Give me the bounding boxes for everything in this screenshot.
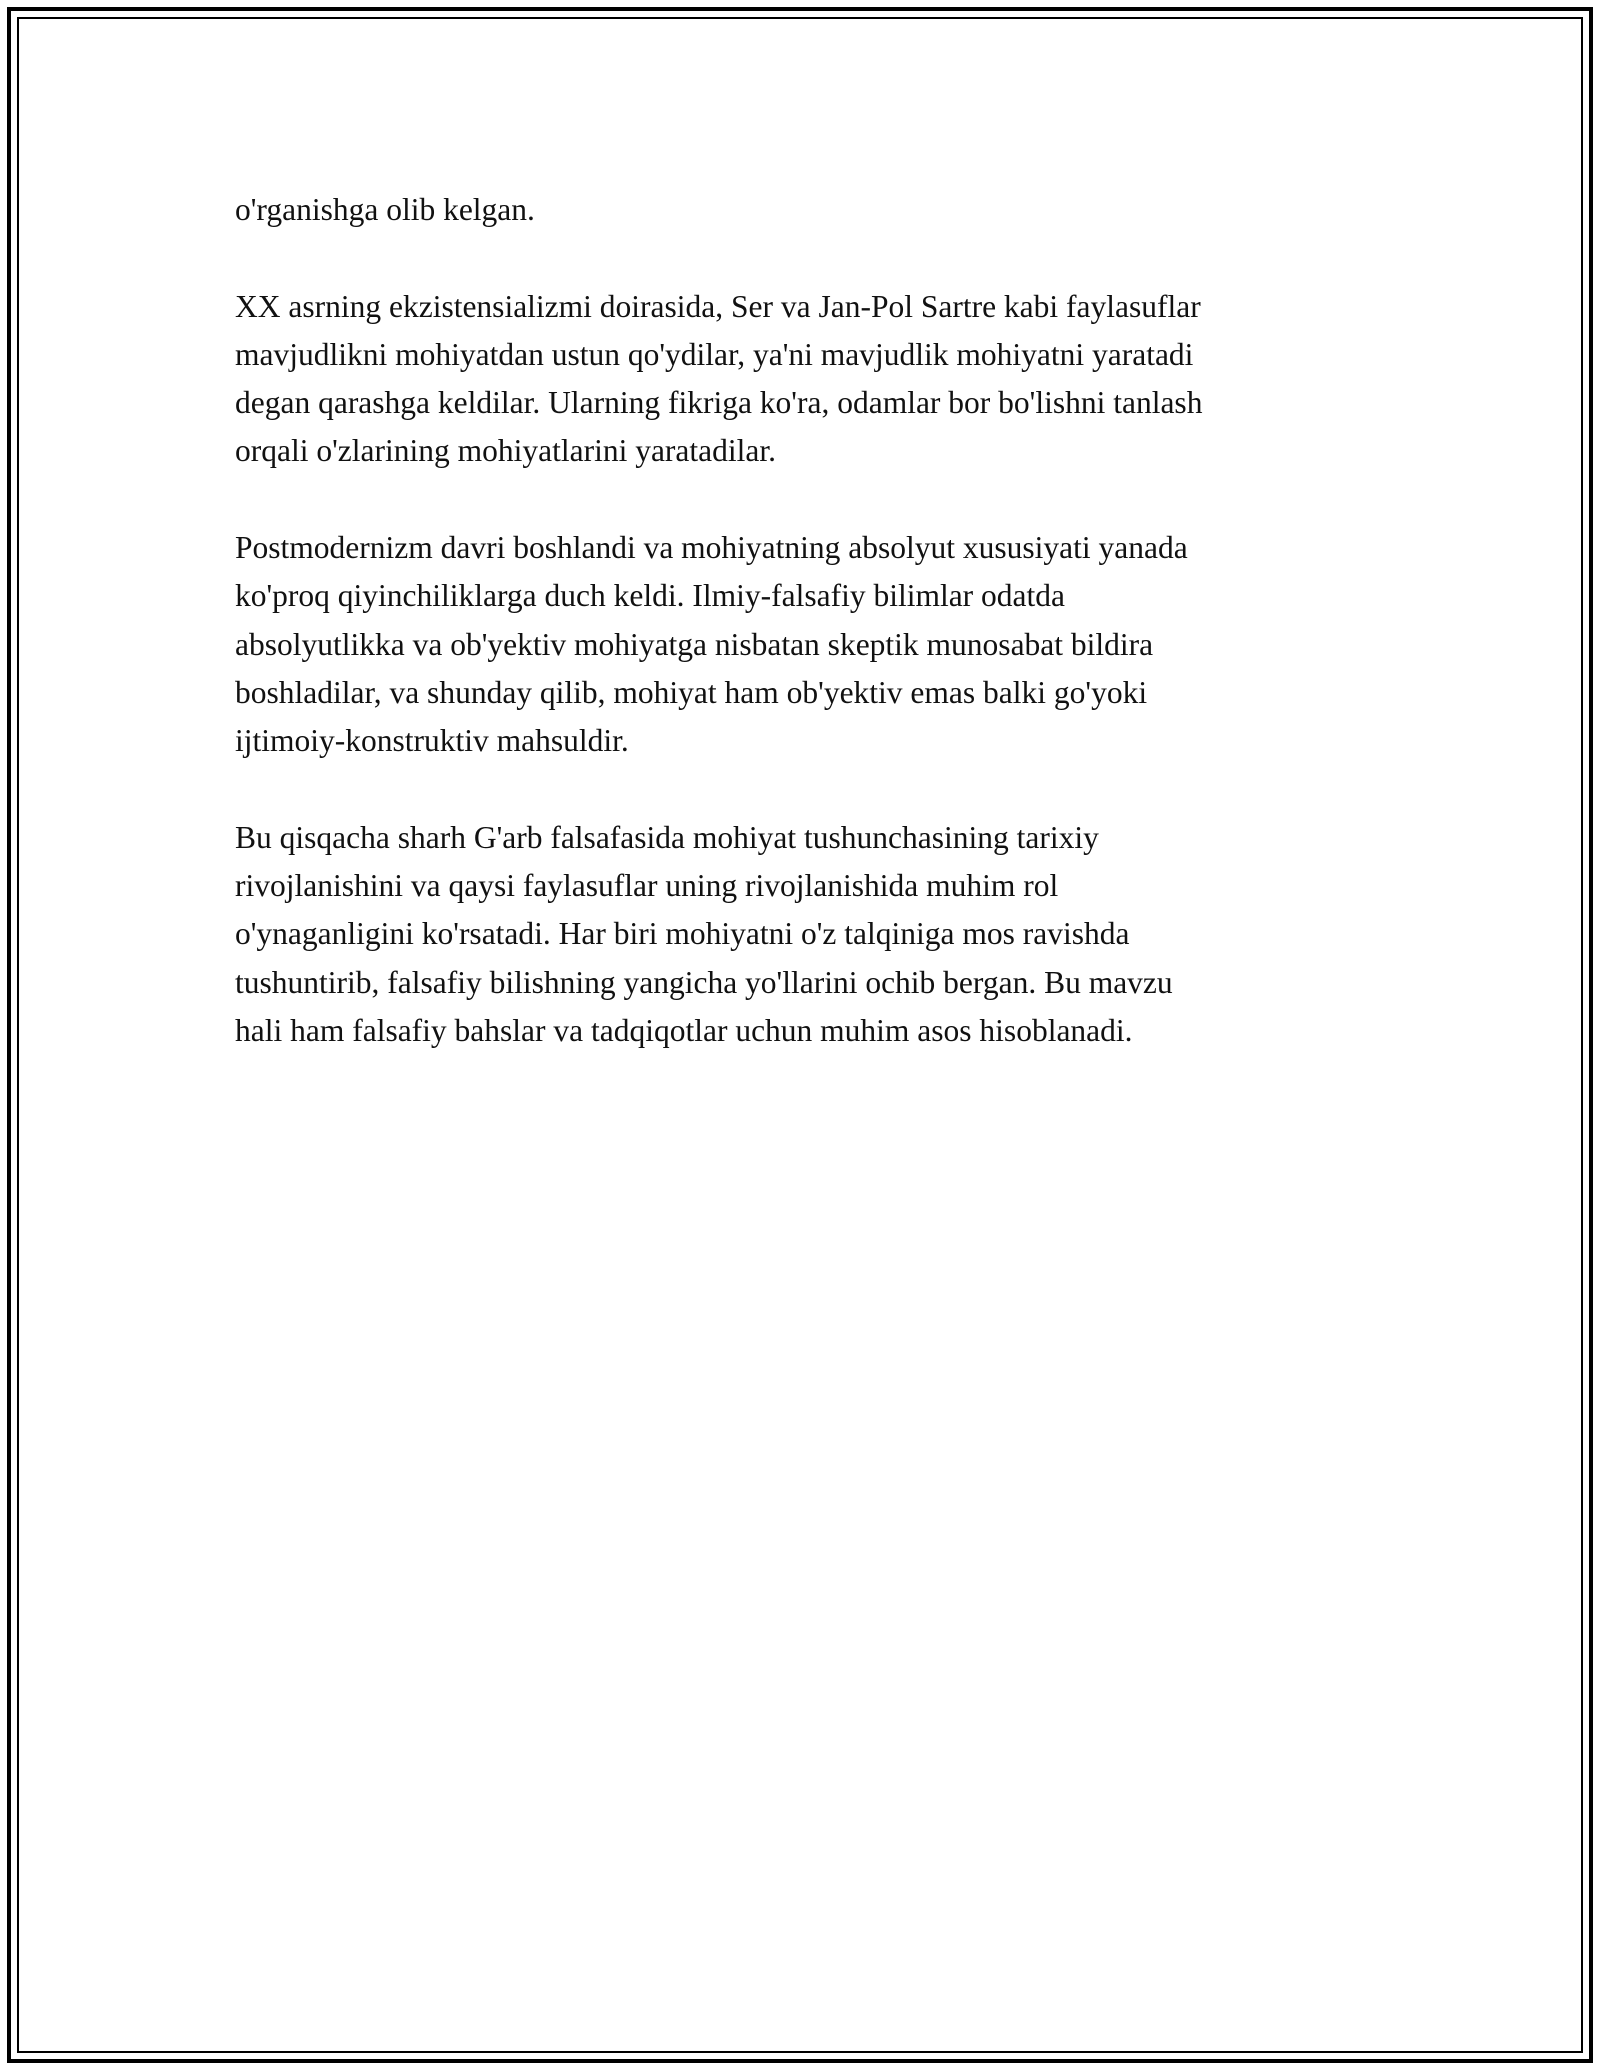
text-line: o'ynaganligini ko'rsatadi. Har biri mohiyatni o'z talqiniga mos ravishda <box>235 916 1130 952</box>
text-line: Bu qisqacha sharh G'arb falsafasida mohiyat tushunchasining tarixiy <box>235 819 1099 855</box>
text-line: o'rganishga olib kelgan. <box>235 192 535 227</box>
paragraph <box>235 186 1375 234</box>
text-line: mavjudlikni mohiyatdan ustun qo'ydilar, ya'ni mavjudlik mohiyatni yaratadi <box>235 336 1194 372</box>
text-line: ijtimoiy-konstruktiv mahsuldir. <box>235 723 629 759</box>
paragraph <box>235 283 1375 476</box>
text-line: XX asrning ekzistensializmi doirasida, Ser va Jan-Pol Sartre kabi faylasuflar <box>235 288 1201 324</box>
text-line: Postmodernizm davri boshlandi va mohiyatning absolyut xususiyati yanada <box>235 530 1188 566</box>
text-line: tushuntirib, falsafiy bilishning yangicha yo'llarini ochib bergan. Bu mavzu <box>235 964 1173 1000</box>
paragraph <box>235 524 1375 765</box>
paragraph <box>235 814 1375 1055</box>
text-line: hali ham falsafiy bahslar va tadqiqotlar uchun muhim asos hisoblanadi. <box>235 1013 1133 1049</box>
text-line: rivojlanishini va qaysi faylasuflar uning rivojlanishida muhim rol <box>235 868 1059 904</box>
document-body <box>235 186 1375 1104</box>
text-line: ko'proq qiyinchiliklarga duch keldi. Ilmiy-falsafiy bilimlar odatda <box>235 578 1066 614</box>
text-line: orqali o'zlarining mohiyatlarini yaratadilar. <box>235 433 776 469</box>
text-line: degan qarashga keldilar. Ularning fikriga ko'ra, odamlar bor bo'lishni tanlash <box>235 385 1203 421</box>
text-line: boshladilar, va shunday qilib, mohiyat ham ob'yektiv emas balki go'yoki <box>235 674 1148 710</box>
text-line: absolyutlikka va ob'yektiv mohiyatga nisbatan skeptik munosabat bildira <box>235 626 1154 662</box>
